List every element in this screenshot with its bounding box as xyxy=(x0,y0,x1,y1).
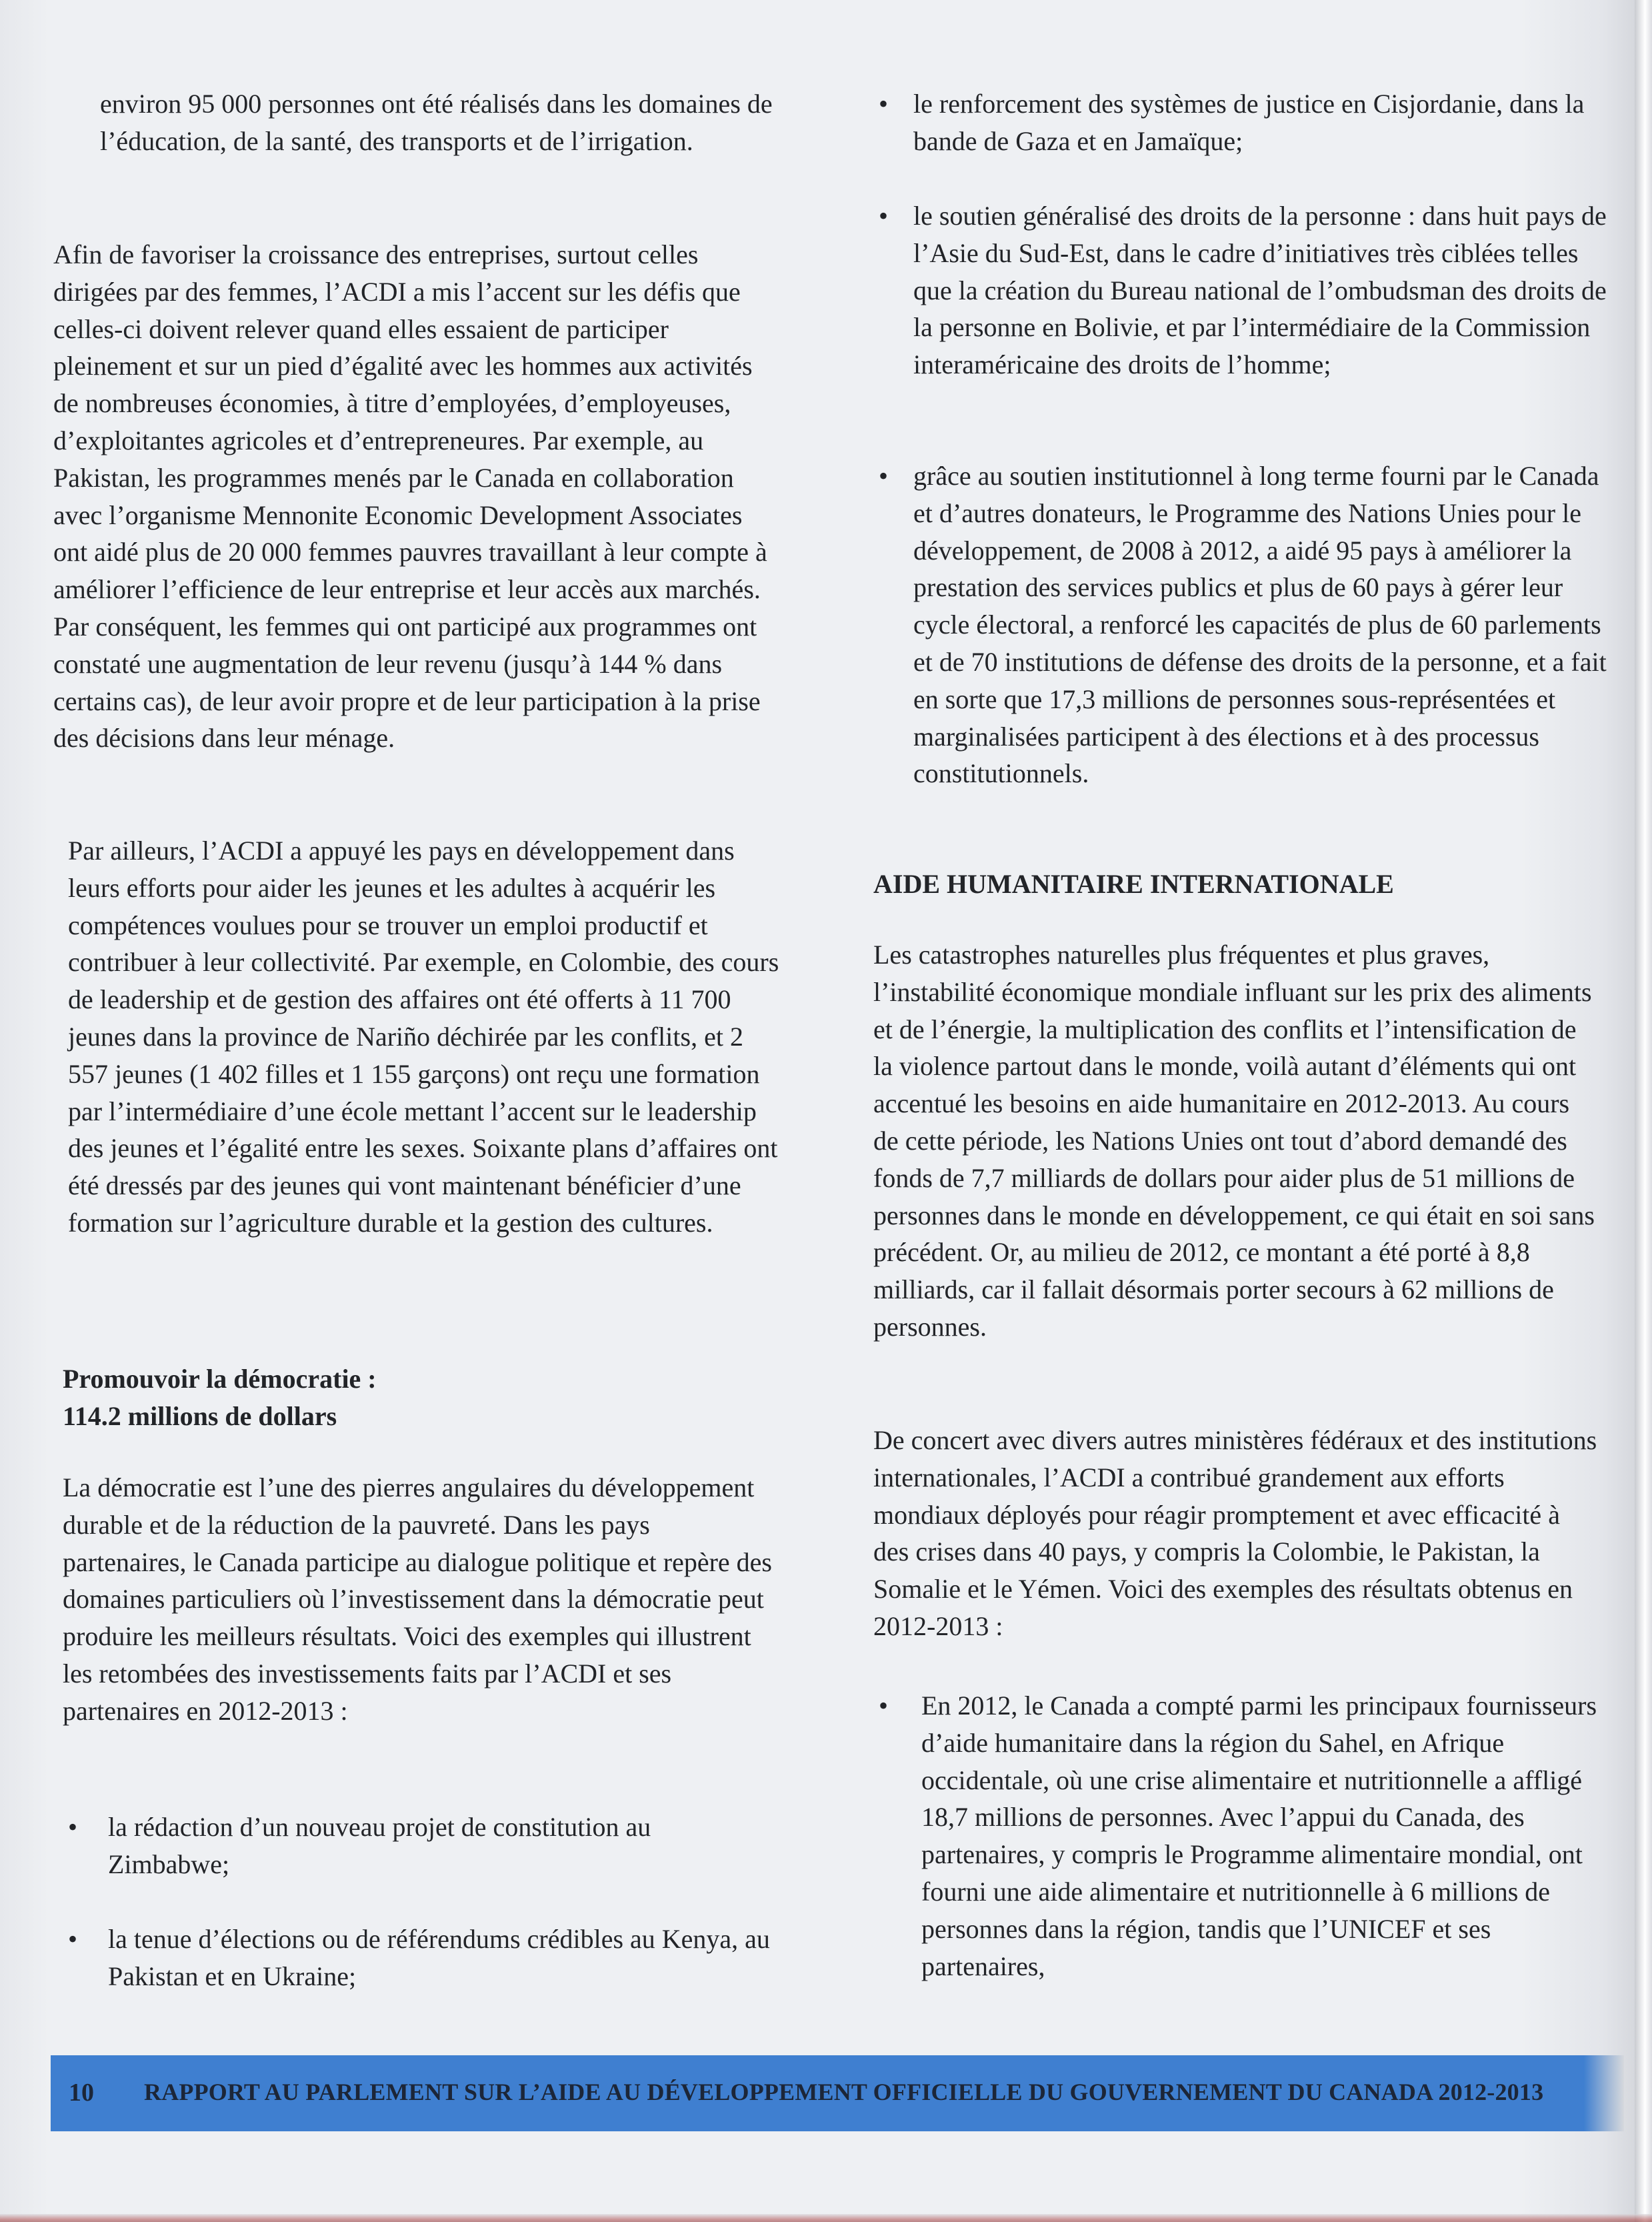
heading-line-2: 114.2 millions de dollars xyxy=(63,1400,337,1431)
paragraph-text: Par ailleurs, l’ACDI a appuyé les pays en développement dans leurs efforts pour aider les jeunes et les adultes à acquérir les compétences voulues pour se trouver un emploi productif et contribuer à leur collectivité. Par exemple, en Colombie, des cours de leadership et de gestion des affaires ont été offerts à 11 700 jeunes dans la province de Nariño déchirée par les conflits, et 2 557 jeunes (1 402 filles et 1 155 garçons) ont reçu une formation par l’intermédiaire d’une école mettant l’accent sur le leadership des jeunes et l’égalité entre les sexes. Soixante plans d’affaires ont été dressés par des jeunes qui vont maintenant bénéficier d’une formation sur l’agriculture durable et la gestion des cultures. xyxy=(68,836,779,1238)
list-item-text: le renforcement des systèmes de justice en Cisjordanie, dans la bande de Gaza et en Jamaïque; xyxy=(913,89,1585,156)
bullet-glyph: • xyxy=(67,1812,77,1842)
bullet-glyph: • xyxy=(878,89,888,119)
list-item-text: la rédaction d’un nouveau projet de constitution au Zimbabwe; xyxy=(108,1812,651,1879)
list-item-text: la tenue d’élections ou de référendums crédibles au Kenya, au Pakistan et en Ukraine; xyxy=(108,1924,770,1991)
paragraph-youth-skills xyxy=(68,832,780,1242)
paragraph-democracy xyxy=(63,1469,780,1730)
paragraph-text: Les catastrophes naturelles plus fréquentes et plus graves, l’instabilité économique mondiale influant sur les prix des aliments et de l’énergie, la multiplication des conflits et l’intensification de la violence partout dans le monde, voilà autant d’éléments qui ont accentué les besoins en aide humanitaire en 2012-2013. Au cours de cette période, les Nations Unies ont tout d’abord demandé des fonds de 7,7 milliards de dollars pour aider plus de 51 millions de personnes dans le monde en développement, ce qui était en soi sans précédent. Or, au milieu de 2012, ce montant a été porté à 8,8 milliards, car il fallait désormais porter secours à 62 millions de personnes. xyxy=(873,940,1595,1342)
page-bottom-edge xyxy=(0,2214,1652,2222)
paragraph-text: Afin de favoriser la croissance des entreprises, surtout celles dirigées par des femmes, l’ACDI a mis l’accent sur les défis que celles-ci doivent relever quand elles essaient de participer pleinement et sur un pied d’égalité avec les hommes aux activités de nombreuses économies, à titre d’employées, d’employeuses, d’exploitantes agricoles et d’entrepreneures. Par exemple, au Pakistan, les programmes menés par le Canada en collaboration avec l’organisme Mennonite Economic Development Associates ont aidé plus de 20 000 femmes pauvres travaillant à leur compte à améliorer l’efficience de leur entreprise et leur accès aux marchés. Par conséquent, les femmes qui ont participé aux programmes ont constaté une augmentation de leur revenu (jusqu’à 144 % dans certains cas), de leur avoir propre et de leur participation à la prise des décisions dans leur ménage. xyxy=(53,239,767,754)
running-footer-title: RAPPORT AU PARLEMENT SUR L’AIDE AU DÉVELOPPEMENT OFFICIELLE DU GOUVERNEMENT DU CANADA 2012-2013 xyxy=(144,2079,1544,2105)
list-item-text: grâce au soutien institutionnel à long terme fourni par le Canada et d’autres donateurs, le Programme des Nations Unies pour le développement, de 2008 à 2012, a aidé 95 pays à améliorer la prestation des services publics et plus de 60 pays à gérer leur cycle électoral, a renforcé les capacités de plus de 60 parlements et de 70 institutions de défense des droits de la personne, et a fait en sorte que 17,3 millions de personnes sous-représentées et marginalisées participent à des élections et à des processus constitutionnels. xyxy=(913,461,1607,789)
list-item-text: En 2012, le Canada a compté parmi les principaux fournisseurs d’aide humanitaire dans la région du Sahel, en Afrique occidentale, où une crise alimentaire et nutritionnelle a affligé 18,7 millions de personnes. Avec l’appui du Canada, des partenaires, y compris le Programme alimentaire mondial, ont fourni une aide alimentaire et nutritionnelle à 6 millions de personnes dans la région, tandis que l’UNICEF et ses partenaires, xyxy=(921,1691,1597,1981)
list-item-text: le soutien généralisé des droits de la personne : dans huit pays de l’Asie du Sud-Est, dans le cadre d’initiatives très ciblées telles que la création du Bureau national de l’ombudsman des droits de la personne en Bolivie, et par l’intermédiaire de la Commission interaméricaine des droits de l’homme; xyxy=(913,201,1607,380)
heading-text: AIDE HUMANITAIRE INTERNATIONALE xyxy=(873,869,1394,899)
paragraph-humanitarian-needs xyxy=(873,936,1600,1346)
bullet-glyph: • xyxy=(67,1924,77,1954)
paragraph-women-entrepreneurs xyxy=(53,236,780,757)
paragraph-text: De concert avec divers autres ministères fédéraux et des institutions internationales, l’ACDI a contribué grandement aux efforts mondiaux déployés pour réagir promptement et avec efficacité à des crises dans 40 pays, y compris la Colombie, le Pakistan, la Somalie et le Yémen. Voici des exemples des résultats obtenus en 2012-2013 : xyxy=(873,1425,1597,1641)
footer-band xyxy=(51,2055,1604,2131)
bullet-glyph: • xyxy=(878,1691,888,1721)
paragraph-text: La démocratie est l’une des pierres angulaires du développement durable et de la réduction de la pauvreté. Dans les pays partenaires, le Canada participe au dialogue politique et repère des domaines particuliers où l’investissement dans la démocratie peut produire les meilleurs résultats. Voici des exemples qui illustrent les retombées des investissements faits par l’ACDI et ses partenaires en 2012-2013 : xyxy=(63,1472,772,1726)
bullet-glyph: • xyxy=(878,461,888,491)
page-binding-edge xyxy=(1635,0,1652,2222)
heading-line-1: Promouvoir la démocratie : xyxy=(63,1364,377,1394)
paragraph-cida-response xyxy=(873,1422,1600,1645)
section-heading-democracy xyxy=(63,1360,780,1435)
section-heading-humanitarian xyxy=(873,866,1607,903)
paragraph-continuation xyxy=(100,85,773,160)
page-number: 10 xyxy=(69,2079,94,2107)
bullet-glyph: • xyxy=(878,201,888,231)
paragraph-text: environ 95 000 personnes ont été réalisés dans les domaines de l’éducation, de la santé, des transports et de l’irrigation. xyxy=(100,89,773,156)
